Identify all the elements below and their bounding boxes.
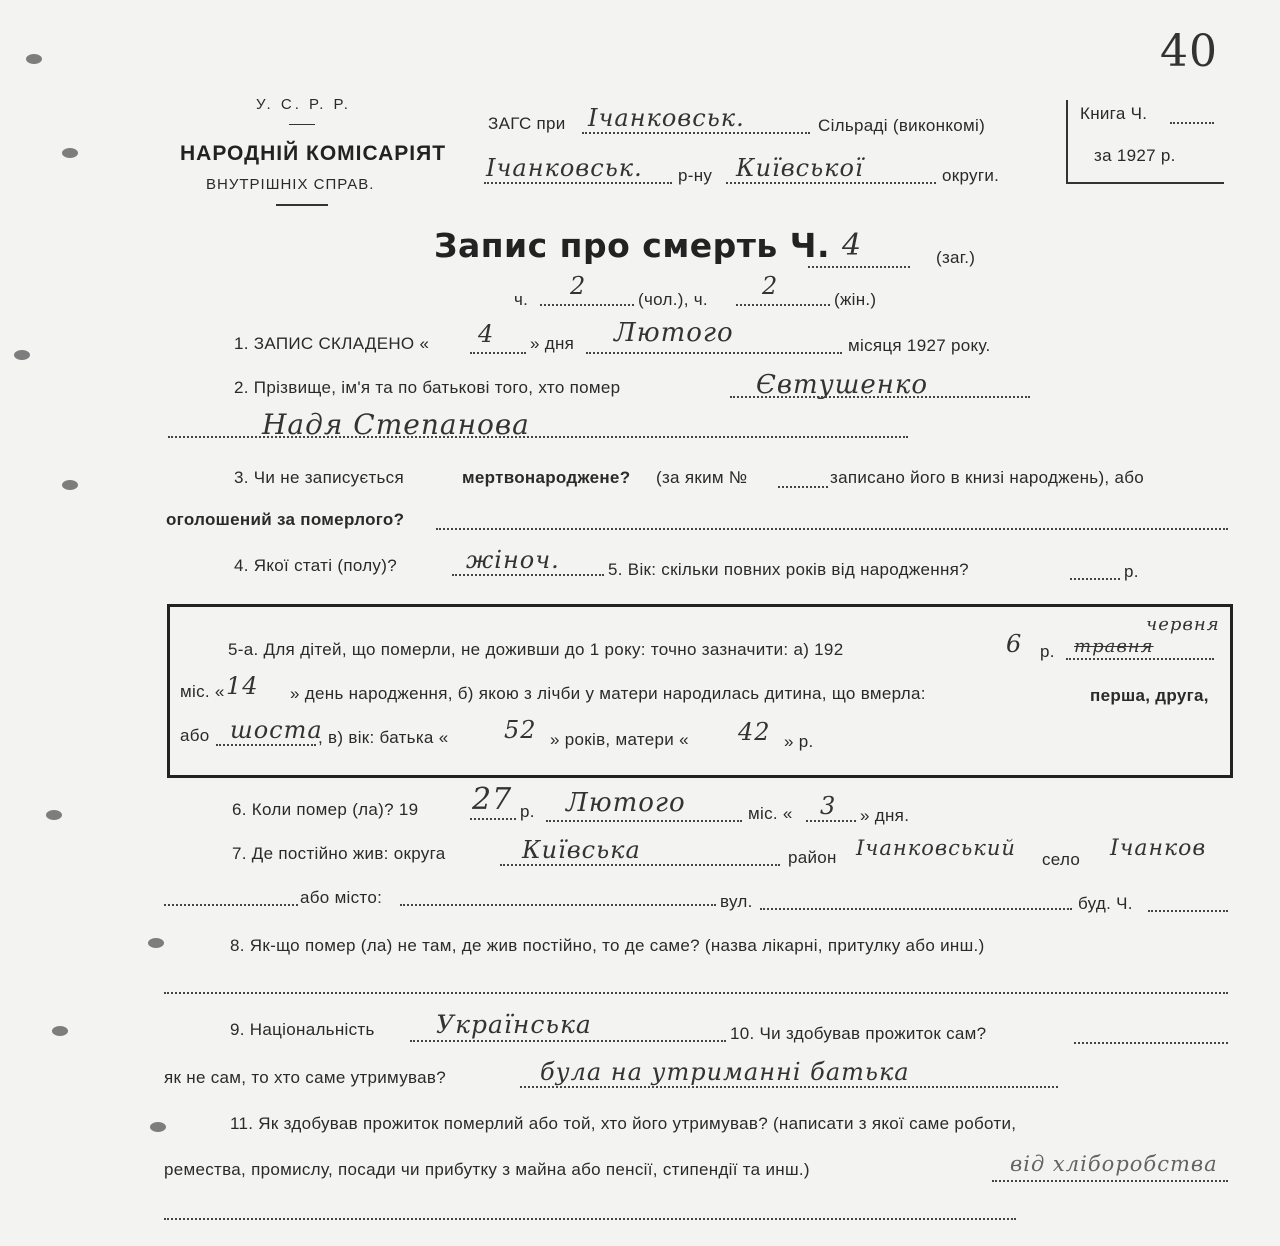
f5a-label: 5-а. Для дітей, що померли, не доживши до 1 року: точно зазначити: а) 192 [228, 640, 844, 659]
f3-label-b: (за яким № [656, 468, 748, 487]
f9-value: Українська [436, 1010, 592, 1039]
f5a-r: р. [1040, 642, 1055, 661]
header-divider [276, 204, 328, 206]
f6-label: 6. Коли помер (ла)? 19 [232, 800, 419, 819]
zags-value: Ічанковськ. [588, 104, 745, 132]
f5a-year: 6 [1006, 630, 1023, 658]
f5a-day: 14 [226, 672, 259, 700]
f11-value: від хліборобства [1010, 1152, 1218, 1176]
f5a-b: » день народження, б) якою з лічби у матери народилась дитина, що вмерла: [290, 684, 926, 703]
f1-month: Лютого [614, 318, 734, 348]
f3-stillborn: мертвонароджене? [462, 468, 631, 487]
f5a-month: червня [1146, 614, 1220, 635]
f2-name: Надя Степанова [262, 408, 530, 441]
okruha-value: Київської [736, 154, 864, 182]
male-number: 2 [570, 272, 587, 300]
f5a-first-second: перша, друга, [1090, 686, 1209, 705]
f1-end: місяця 1927 року. [848, 336, 991, 355]
f1-day: 4 [478, 320, 495, 348]
record-number: 4 [842, 228, 863, 263]
female-number: 2 [762, 272, 779, 300]
f6-r: р. [520, 802, 535, 821]
punch-hole [62, 480, 78, 490]
header-department: ВНУТРІШНІХ СПРАВ. [206, 176, 375, 193]
f10-b: як не сам, то хто саме утримував? [164, 1068, 446, 1087]
f5a-month-struck: травня [1074, 636, 1154, 657]
punch-hole [62, 148, 78, 158]
f9-label: 9. Національність [230, 1020, 375, 1039]
f3-label-c: записано його в книзі народжень), або [830, 468, 1145, 487]
title-suffix: (заг.) [936, 248, 976, 267]
f5a-c3: » р. [784, 732, 814, 751]
f7-raion: Ічанковський [856, 836, 1016, 860]
male-label: (чол.), ч. [638, 290, 708, 309]
f7-selo-label: село [1042, 850, 1081, 869]
f1-mid: » дня [530, 334, 575, 353]
f2-label: 2. Прізвище, ім'я та по батькові того, хто помер [234, 378, 621, 397]
punch-hole [46, 810, 62, 820]
page-number: 40 [1160, 26, 1218, 77]
ch-label: ч. [514, 290, 529, 309]
f4-label: 4. Якої статі (полу)? [234, 556, 397, 575]
f5a-mother: 42 [738, 718, 771, 746]
f10-label: 10. Чи здобував прожиток сам? [730, 1024, 987, 1043]
header-commissariat: НАРОДНІЙ КОМІСАРІЯТ [180, 142, 447, 165]
book-label: Книга Ч. [1080, 104, 1148, 123]
f6-year: 27 [472, 782, 513, 817]
okruha-label: округи. [942, 166, 1000, 185]
punch-hole [150, 1122, 166, 1132]
f11-label: 11. Як здобував прожиток померлий або той, хто його утримував? (написати з якої саме роботи, [230, 1114, 1017, 1133]
f5a-c: , в) вік: батька « [318, 728, 449, 747]
f5-end: р. [1124, 562, 1139, 581]
header-republic: У. С. Р. Р. [256, 96, 351, 113]
f6-mis: міс. « [748, 804, 793, 823]
book-year: за 1927 р. [1094, 146, 1176, 165]
f7-okruha: Київська [522, 836, 641, 864]
f5a-abo: або [180, 726, 210, 745]
page-title: Запис про смерть Ч. [434, 226, 830, 265]
female-label: (жін.) [834, 290, 877, 309]
f6-day: 3 [820, 792, 837, 820]
f7-bud: буд. Ч. [1078, 894, 1133, 913]
f6-month: Лютого [566, 788, 686, 818]
f3-declared-dead: оголошений за померлого? [166, 510, 405, 529]
f5a-mis: міс. « [180, 682, 225, 701]
f5a-father: 52 [504, 716, 537, 744]
punch-hole [148, 938, 164, 948]
f8-label: 8. Як-що помер (ла) не там, де жив постійно, то де саме? (назва лікарні, притулку або инш.) [230, 936, 985, 955]
f10-value: була на утриманні батька [540, 1058, 910, 1086]
f5-label: 5. Вік: скільки повних років від народження? [608, 560, 969, 579]
f7-vul: вул. [720, 892, 753, 911]
punch-hole [52, 1026, 68, 1036]
f6-end: » дня. [860, 806, 910, 825]
f7-selo: Ічанков [1110, 836, 1207, 861]
raion-value: Ічанковськ. [486, 154, 643, 182]
f2-surname: Євтушенко [756, 370, 929, 400]
council-label: Сільраді (виконкомі) [818, 116, 986, 135]
f5a-c2: » років, матери « [550, 730, 689, 749]
f4-value: жіноч. [466, 546, 560, 574]
raion-label: р-ну [678, 166, 713, 185]
f1-label: 1. ЗАПИС СКЛАДЕНО « [234, 334, 430, 353]
f11-b: ремества, промислу, посади чи прибутку з майна або пенсії, стипендії та инш.) [164, 1160, 810, 1179]
zags-label: ЗАГС при [488, 114, 566, 133]
header-divider [289, 124, 315, 125]
punch-hole [26, 54, 42, 64]
punch-hole [14, 350, 30, 360]
f5a-order: шоста [230, 716, 323, 744]
f3-label-a: 3. Чи не записується [234, 468, 404, 487]
f7-misto: або місто: [300, 888, 383, 907]
f7-label: 7. Де постійно жив: округа [232, 844, 446, 863]
f7-raion-label: район [788, 848, 837, 867]
